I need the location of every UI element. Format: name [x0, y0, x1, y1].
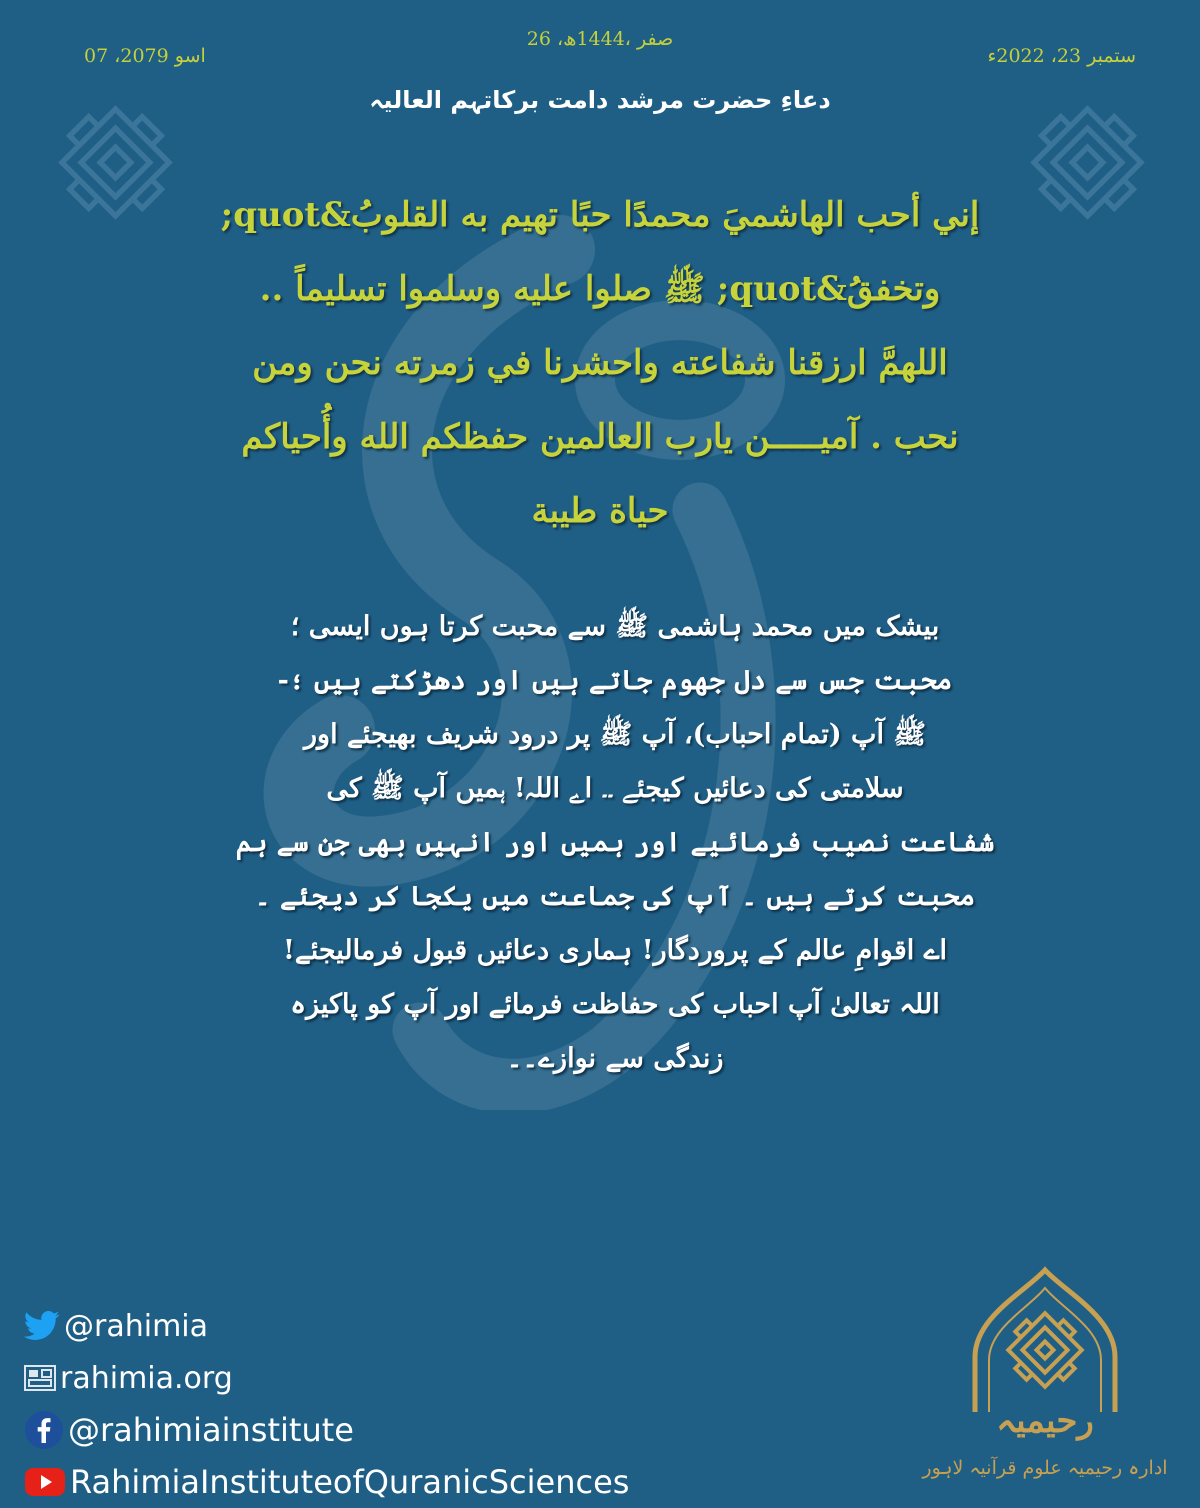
arabic-line: وتخفقُ&quot; ﷺ صلوا عليه وسلموا تسليماً ..	[259, 269, 941, 309]
arabic-line: اللهمَّ ارزقنا شفاعته واحشرنا في زمرته نحن ومن	[252, 343, 948, 383]
arabic-line: إني أحب الهاشميَ محمدًا حبًا تهيم به القلوبُ&quot;	[220, 195, 980, 235]
urdu-line: زندگی سے نوازے۔۔	[506, 1043, 724, 1074]
urdu-line: شفاعت نصیب فرمائیے اور ہمیں اور انہیں بھی جن سے ہم	[235, 827, 995, 858]
logo-subtitle: ادارہ رحیمیہ علوم قرآنیہ لاہور	[922, 1457, 1168, 1479]
social-links	[24, 1300, 629, 1508]
website-url: rahimia.org	[60, 1360, 233, 1396]
logo-name: رحیمیہ	[996, 1401, 1094, 1441]
arabic-line: حياة طيبة	[531, 491, 669, 531]
youtube-channel: RahimiaInstituteofQuranicSciences	[70, 1463, 630, 1501]
website-icon	[24, 1365, 56, 1391]
twitter-icon	[24, 1311, 60, 1341]
urdu-translation	[190, 600, 1040, 1086]
urdu-line: اے اقوامِ عالم کے پروردگار! ہماری دعائیں قبول فرمالیجئے!	[283, 935, 947, 966]
twitter-handle: @rahimia	[64, 1308, 209, 1344]
urdu-line: اللہ تعالیٰ آپ احباب کی حفاظت فرمائے اور آپ کو پاکیزہ	[290, 989, 940, 1020]
facebook-handle: @rahimiainstitute	[68, 1411, 354, 1449]
dua-heading: دعاءِ حضرت مرشد دامت برکاتہم العالیہ	[369, 86, 831, 114]
arabic-dua	[150, 178, 1050, 548]
youtube-icon	[24, 1467, 66, 1497]
date-bikrami: 07 ،اسو 2079	[84, 45, 206, 67]
urdu-line: محبت کرتے ہیں ۔ آپ کی جماعت میں یکجا کر دیجئے ۔	[254, 881, 976, 912]
arabic-line: نحب . آميـــــن يارب العالمين حفظكم الله وأُحياكم	[241, 417, 959, 457]
youtube-link[interactable]	[24, 1456, 629, 1508]
urdu-line: محبت جس سے دل جھوم جاتے ہیں اور دھڑکتے ہیں ؛-	[277, 665, 953, 696]
urdu-line: بیشک میں محمد ہاشمی ﷺ سے محبت کرتا ہوں ایسی ؛	[290, 611, 940, 642]
facebook-link[interactable]	[24, 1404, 629, 1456]
date-gregorian: ستمبر 23، 2022ء	[987, 45, 1136, 67]
facebook-icon	[24, 1410, 64, 1450]
twitter-link[interactable]	[24, 1300, 629, 1352]
urdu-line: ﷺ آپ (تمام احباب)، آپ ﷺ پر درود شریف بھیجئے اور	[304, 719, 926, 750]
rahimia-logo	[905, 1262, 1185, 1492]
date-hijri: 26 ،صفر ،1444ھ	[526, 28, 674, 50]
website-link[interactable]	[24, 1352, 629, 1404]
urdu-line: سلامتی کی دعائیں کیجئے ۔۔ اے اللہ! ہمیں آپ ﷺ کی	[326, 773, 904, 804]
